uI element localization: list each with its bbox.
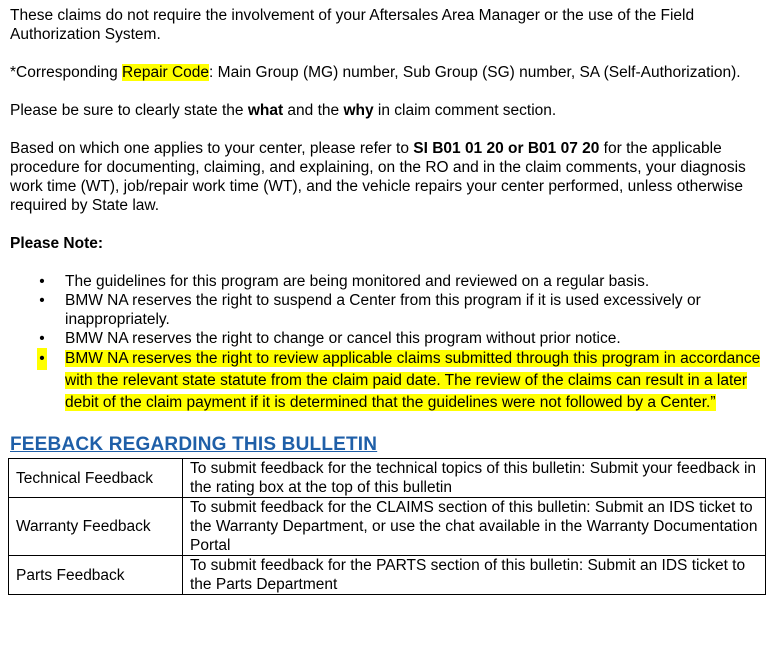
list-item [10,329,766,348]
si-reference: SI B01 01 20 or B01 07 20 [413,140,600,157]
list-item [10,291,766,329]
repair-code-prefix: *Corresponding [10,64,123,81]
feedback-table [8,458,766,595]
note-text: The guidelines for this program are being monitored and reviewed on a regular basis. [65,273,650,290]
feedback-label: Technical Feedback [9,459,183,498]
document-page [10,6,766,595]
repair-code-rest: : Main Group (MG) number, Sub Group (SG) number, SA (Self-Authorization). [209,64,741,81]
based-on-text-1: Based on which one applies to your center, please refer to [10,140,414,157]
list-item-highlighted [10,348,766,414]
list-item [10,272,766,291]
based-on-text-2: for the applicable procedure for documenting, claiming, and explaining, on the RO and in the claim comments, your diagnosis work time (WT), job/repair work time (WT), and the vehicle repairs your center performed, unless otherwise required by State law. [10,140,746,214]
notes-list [10,272,766,414]
repair-code-paragraph [10,63,766,82]
please-note-label: Please Note: [10,235,104,252]
feedback-description: To submit feedback for the PARTS section of this bulletin: Submit an IDS ticket to the Parts Department [183,556,766,595]
based-on-paragraph [10,139,766,215]
bullet-icon: • [39,292,45,309]
feedback-section-title: FEEBACK REGARDING THIS BULLETIN [10,434,378,455]
state-clearly-text-2: and the [283,102,344,119]
note-text: BMW NA reserves the right to suspend a Center from this program if it is used excessively or inappropriately. [65,292,701,328]
state-clearly-text-1: Please be sure to clearly state the [10,102,248,119]
state-clearly-what: what [247,102,284,119]
bullet-icon: • [39,273,45,290]
feedback-label: Parts Feedback [9,556,183,595]
feedback-description: To submit feedback for the CLAIMS section of this bulletin: Submit an IDS ticket to the Warranty Department, or use the chat available in the Warranty Documentation Portal [183,498,766,556]
table-row [9,556,766,595]
bullet-icon: • [37,348,47,370]
note-text: BMW NA reserves the right to change or cancel this program without prior notice. [65,330,621,347]
highlighted-note-text: BMW NA reserves the right to review applicable claims submitted through this program in accordance with the relevant state statute from the claim paid date. The review of the claims can result in a later debit of the claim payment if it is determined that the guidelines were not followed by a Center.” [65,350,761,411]
table-row [9,498,766,556]
intro-paragraph: These claims do not require the involvement of your Aftersales Area Manager or the use of the Field Authorization System. [10,7,695,43]
state-clearly-paragraph [10,101,766,120]
feedback-label: Warranty Feedback [9,498,183,556]
please-note-heading [10,234,766,253]
bullet-icon: • [39,330,45,347]
state-clearly-text-3: in claim comment section. [373,102,557,119]
state-clearly-why: why [343,102,374,119]
table-row [9,459,766,498]
feedback-description: To submit feedback for the technical topics of this bulletin: Submit your feedback in the rating box at the top of this bulletin [183,459,766,498]
repair-code-highlight: Repair Code [122,64,210,81]
